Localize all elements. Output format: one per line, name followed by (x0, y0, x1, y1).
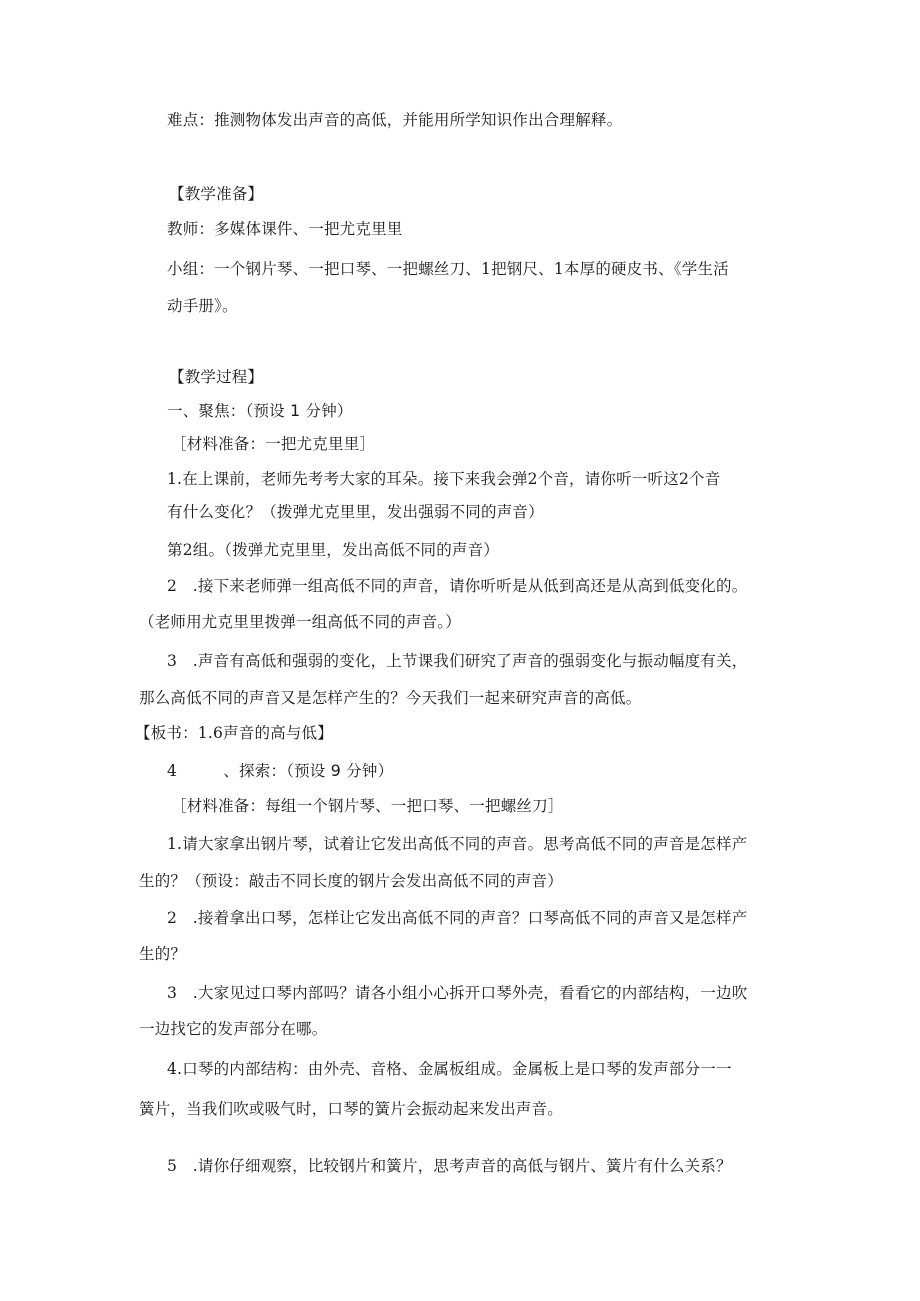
focus-p2-line2: （老师用尤克里里拨弹一组高低不同的声音。） (139, 613, 461, 631)
focus-p3-line2: 那么高低不同的声音又是怎样产生的？今天我们一起来研究声音的高低。 (139, 689, 642, 707)
explore-minutes: 9 (330, 761, 342, 780)
explore-title-suffix: 分钟） (346, 762, 394, 780)
explore-p2-line2: 生的？ (139, 945, 187, 963)
difficulty-line: 难点：推测物体发出声音的高低，并能用所学知识作出合理解释。 (167, 111, 623, 129)
focus-p2-line1: 2 .接下来老师弹一组高低不同的声音，请你听听是从低到高还是从高到低变化的。 (167, 577, 748, 595)
focus-materials: ［材料准备：一把尤克里里］ (171, 435, 376, 453)
prep-group-line1: 小组：一个钢片琴、一把口琴、一把螺丝刀、1把钢尺、1本厚的硬皮书、《学生活 (167, 260, 729, 278)
explore-p3-line1: 3 .大家见过口琴内部吗？请各小组小心拆开口琴外壳，看看它的内部结构，一边吹 (167, 984, 748, 1002)
focus-p3-line1: 3 .声音有高低和强弱的变化，上节课我们研究了声音的强弱变化与振动幅度有关， (167, 652, 748, 670)
explore-p3-line2: 一边找它的发声部分在哪。 (139, 1020, 328, 1038)
explore-p5-line1: 5 .请你仔细观察，比较钢片和簧片，思考声音的高低与钢片、簧片有什么关系？ (167, 1157, 732, 1175)
focus-p1-line1: 1.在上课前，老师先考考大家的耳朵。接下来我会弹2个音，请你听一听这2个音 (167, 470, 721, 488)
explore-materials: ［材料准备：每组一个钢片琴、一把口琴、一把螺丝刀］ (171, 797, 564, 815)
explore-title (167, 761, 393, 781)
prep-group-line2: 动手册》。 (167, 297, 238, 315)
explore-p1-line1: 1.请大家拿出钢片琴，试着让它发出高低不同的声音。思考高低不同的声音是怎样产 (167, 835, 748, 853)
focus-minutes: 1 (290, 401, 301, 420)
board-note: 【板书：1.6声音的高与低】 (135, 724, 333, 742)
prep-teacher: 教师：多媒体课件、一把尤克里里 (167, 220, 403, 238)
focus-title (167, 401, 353, 421)
focus-title-prefix: 一、聚焦：（预设 (167, 402, 285, 420)
explore-p4-line1: 4.口琴的内部结构：由外壳、音格、金属板组成。金属板上是口琴的发声部分一一 (167, 1060, 732, 1078)
focus-title-suffix: 分钟） (305, 402, 353, 420)
focus-p1-line3: 第2组。（拨弹尤克里里，发出高低不同的声音） (167, 541, 500, 559)
explore-p1-line2: 生的？（预设：敲击不同长度的钢片会发出高低不同的声音） (139, 872, 563, 890)
prep-heading: 【教学准备】 (169, 185, 264, 203)
explore-number: 4 (167, 762, 178, 780)
explore-title-prefix: 、探索：（预设 (223, 762, 326, 780)
process-heading: 【教学过程】 (169, 368, 264, 386)
explore-p2-line1: 2 .接着拿出口琴，怎样让它发出高低不同的声音？口琴高低不同的声音又是怎样产 (167, 909, 748, 927)
explore-p4-line2: 簧片，当我们吹或吸气时，口琴的簧片会振动起来发出声音。 (139, 1100, 563, 1118)
focus-p1-line2: 有什么变化？（拨弹尤克里里，发出强弱不同的声音） (167, 503, 544, 521)
